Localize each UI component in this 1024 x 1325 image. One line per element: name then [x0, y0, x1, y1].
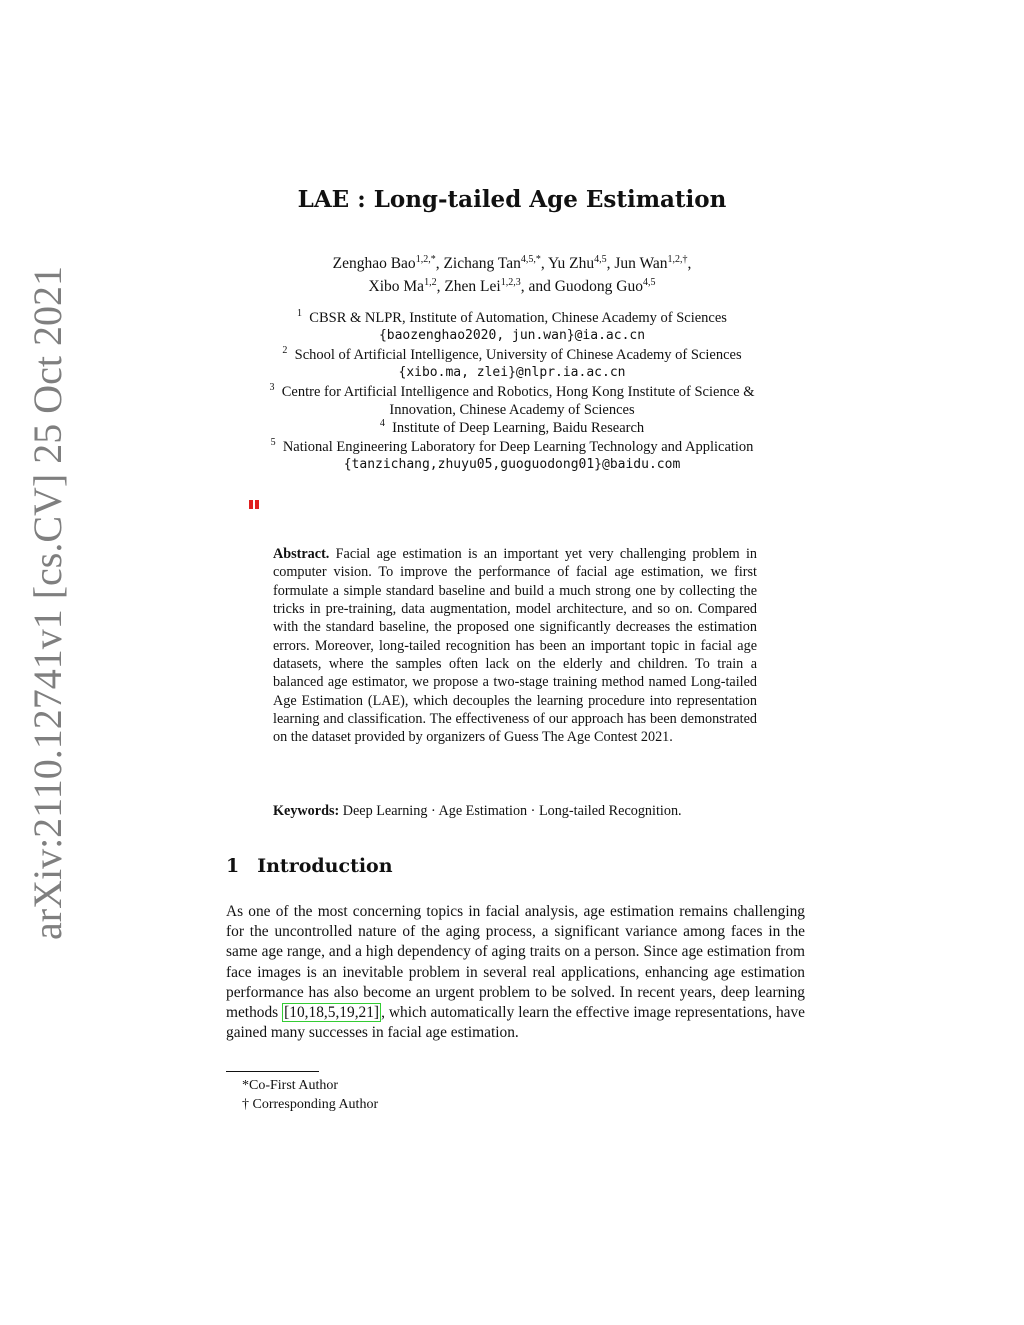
- affiliation-5-email[interactable]: {tanzichang,zhuyu05,guoguodong01}@baidu.com: [343, 457, 681, 473]
- introduction-paragraph: [226, 902, 805, 1043]
- affil-number: 3: [269, 381, 275, 393]
- abstract: [273, 545, 757, 747]
- author-affil-sup: 1,2,†: [667, 253, 688, 265]
- affiliation-5: [0, 438, 1024, 456]
- affiliation-2: [0, 346, 1024, 364]
- affil-text: National Engineering Laboratory for Deep Learning Technology and Application: [282, 438, 754, 455]
- affiliation-1: [0, 309, 1024, 327]
- author-name: Yu Zhu: [548, 255, 595, 272]
- affiliation-2-email[interactable]: {xibo.ma, zlei}@nlpr.ia.ac.cn: [398, 365, 626, 381]
- intro-text: As one of the most concerning topics in facial analysis, age estimation remains challenging for the uncontrolled nature of the aging process, a significant variance among faces in the same age range, and a high dependency of aging traits on a person. Since age estimation from face images is an inevitable problem in several real applications, enhancing age estimation performance has also become an urgent problem to be solved. In recent years, deep learning methods: [226, 903, 805, 1022]
- paper-title: LAE : Long-tailed Age Estimation: [297, 186, 727, 213]
- intro-text: , which automatically learn the effective image representations, have gained many successes in facial age estimation.: [226, 1004, 805, 1042]
- author-list: Zenghao Bao$^{1,2,*}$, Zichang Tan$^{4,5,*}$, Yu Zhu$^{4,5}$, Jun Wan$^{1,2,\dagger}$, Xibo Ma$^{1,2}$, Zhen Lei$^{1,2,3}$, and Guodong Guo$^{4,5}$: [332, 253, 692, 295]
- author-affil-sup: 1,2,3: [500, 276, 521, 288]
- author-affil-sup: 4,5: [642, 276, 656, 288]
- affil-text: CBSR & NLPR, Institute of Automation, Chinese Academy of Sciences: [309, 310, 727, 326]
- keywords: [273, 803, 757, 820]
- author-name: Jun Wan: [614, 255, 668, 272]
- affil-text: Institute of Deep Learning, Baidu Research: [392, 420, 645, 437]
- affiliation-3-cont: Innovation, Chinese Academy of Sciences: [389, 402, 635, 419]
- orcid-link-icon[interactable]: [249, 500, 259, 510]
- section-heading: [226, 855, 393, 877]
- affil-number: 4: [379, 418, 385, 430]
- author-name: Zhen Lei: [444, 278, 501, 295]
- footnote-corresponding: † Corresponding Author: [242, 1096, 379, 1112]
- author-affil-sup: 4,5,*: [520, 253, 541, 265]
- section-number: 1: [226, 855, 240, 877]
- affil-number: 5: [270, 437, 276, 449]
- affiliation-1-email[interactable]: {baozenghao2020, jun.wan}@ia.ac.cn: [378, 328, 646, 344]
- affil-text: Centre for Artificial Intelligence and Robotics, Hong Kong Institute of Science &: [281, 383, 755, 400]
- author-name: Zenghao Bao: [332, 255, 416, 272]
- author-affil-sup: 1,2: [424, 276, 437, 288]
- abstract-label: Abstract.: [273, 546, 330, 562]
- affil-number: 1: [297, 308, 303, 320]
- keywords-label: Keywords:: [273, 803, 340, 819]
- footnotes: [242, 1077, 378, 1114]
- abstract-text: Facial age estimation is an important yet very challenging problem in computer vision. To improve the performance of facial age estimation, we first formulate a simple standard baseline and build a much strong one by collecting the tricks in pre-training, data augmentation, model architecture, and so on. Compared with the standard baseline, the proposed one significantly decreases the estimation errors. Moreover, long-tailed recognition has been an important topic in facial age datasets, where the samples often lack on the elderly and children. To train a balanced age estimator, we propose a two-stage training method named Long-tailed Age Estimation (LAE), which decouples the learning procedure into representation learning and classification. The effectiveness of our approach has been demonstrated on the dataset provided by organizers of Guess The Age Contest 2021.: [273, 546, 757, 746]
- affil-number: 2: [282, 344, 288, 356]
- citation-link[interactable]: [10,18,5,19,21]: [284, 1004, 380, 1022]
- author-name: Guodong Guo: [554, 278, 643, 295]
- author-name: Zichang Tan: [443, 255, 521, 272]
- author-affil-sup: 1,2,*: [415, 253, 436, 265]
- affiliation-4: [0, 419, 1024, 437]
- author-affil-sup: 4,5: [594, 253, 607, 265]
- footnote-co-first: *Co-First Author: [242, 1078, 339, 1093]
- affiliation-3: [0, 383, 1024, 401]
- section-title: Introduction: [257, 855, 393, 877]
- affil-text: School of Artificial Intelligence, University of Chinese Academy of Sciences: [294, 346, 742, 363]
- author-name: Xibo Ma: [368, 278, 425, 295]
- affiliation-block: [0, 309, 1024, 475]
- arxiv-identifier-stamp: arXiv:2110.12741v1 [cs.CV] 25 Oct 2021: [25, 266, 70, 940]
- footnote-rule: [226, 1071, 319, 1072]
- keywords-text: Deep Learning · Age Estimation · Long-tailed Recognition.: [342, 803, 682, 819]
